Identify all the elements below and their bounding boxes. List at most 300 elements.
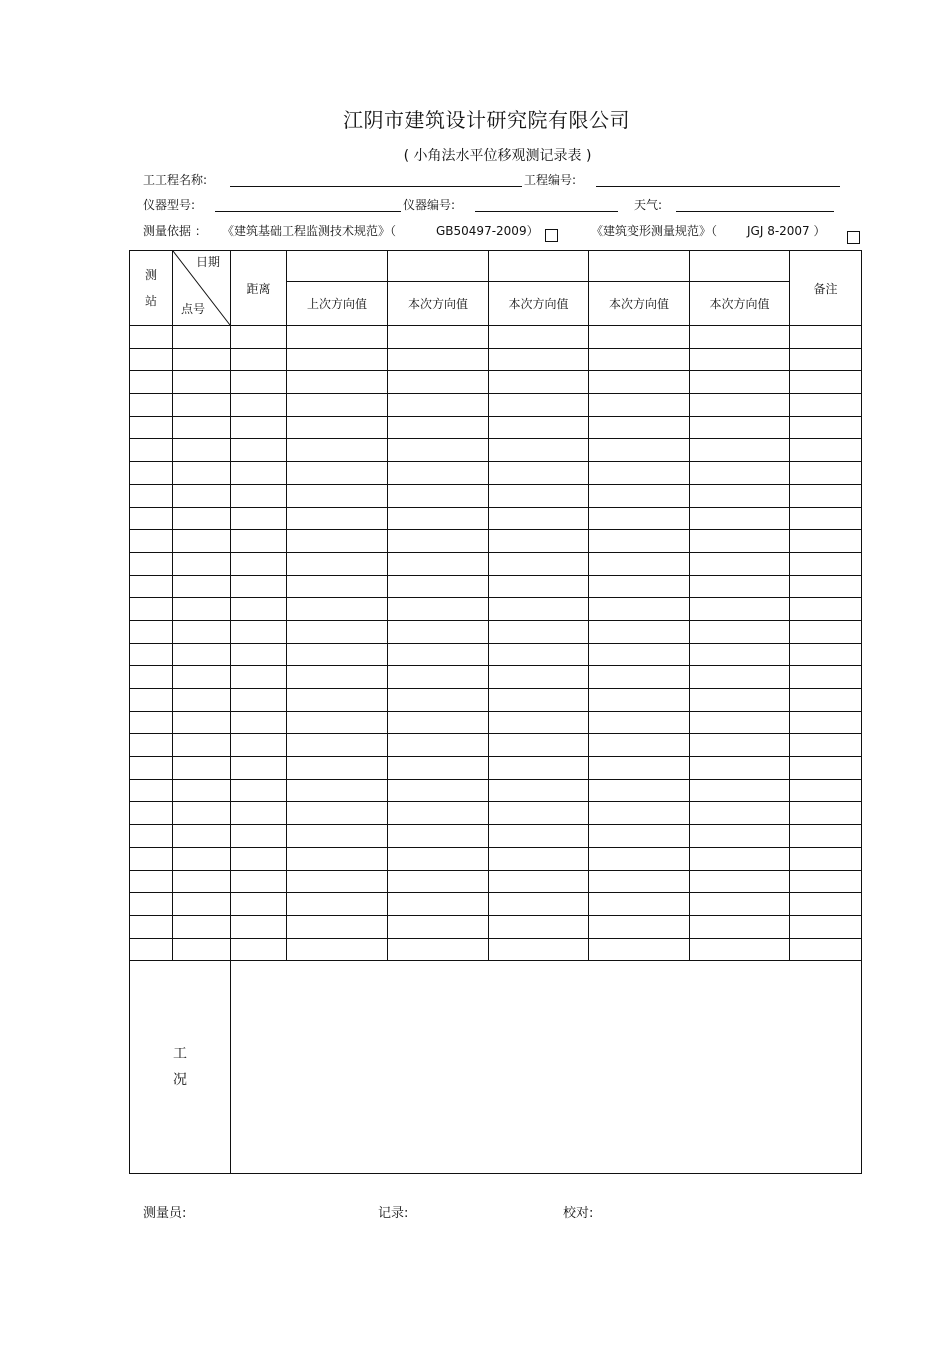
table-cell[interactable] bbox=[231, 893, 287, 916]
table-cell[interactable] bbox=[489, 893, 589, 916]
table-cell[interactable] bbox=[489, 507, 589, 530]
table-cell[interactable] bbox=[690, 802, 790, 825]
table-cell[interactable] bbox=[489, 439, 589, 462]
table-cell[interactable] bbox=[388, 484, 489, 507]
table-cell[interactable] bbox=[287, 620, 388, 643]
table-cell[interactable] bbox=[287, 484, 388, 507]
table-cell[interactable] bbox=[489, 598, 589, 621]
table-cell[interactable] bbox=[489, 870, 589, 893]
table-cell[interactable] bbox=[589, 462, 690, 485]
table-cell[interactable] bbox=[690, 462, 790, 485]
table-cell[interactable] bbox=[231, 847, 287, 870]
table-cell[interactable] bbox=[489, 734, 589, 757]
table-cell[interactable] bbox=[388, 620, 489, 643]
table-cell[interactable] bbox=[287, 462, 388, 485]
instrument-no-label: 仪器编号: bbox=[403, 198, 456, 212]
table-cell[interactable] bbox=[231, 416, 287, 439]
table-cell[interactable] bbox=[489, 779, 589, 802]
table-cell[interactable] bbox=[790, 847, 862, 870]
table-cell[interactable] bbox=[489, 348, 589, 371]
table-cell[interactable] bbox=[130, 326, 173, 349]
table-cell[interactable] bbox=[388, 507, 489, 530]
table-cell[interactable] bbox=[388, 711, 489, 734]
table-cell[interactable] bbox=[130, 689, 173, 712]
table-cell[interactable] bbox=[130, 552, 173, 575]
table-cell[interactable] bbox=[388, 893, 489, 916]
table-cell[interactable] bbox=[231, 938, 287, 961]
table-cell[interactable] bbox=[589, 439, 690, 462]
table-cell[interactable] bbox=[690, 757, 790, 780]
table-cell[interactable] bbox=[173, 348, 231, 371]
table-cell[interactable] bbox=[287, 371, 388, 394]
table-cell[interactable] bbox=[388, 394, 489, 417]
table-cell[interactable] bbox=[589, 938, 690, 961]
table-cell[interactable] bbox=[231, 643, 287, 666]
direction-top-5 bbox=[690, 251, 790, 282]
table-cell[interactable] bbox=[589, 734, 690, 757]
table-cell[interactable] bbox=[489, 416, 589, 439]
instrument-no-field[interactable] bbox=[475, 211, 618, 212]
table-cell[interactable] bbox=[130, 530, 173, 553]
remarks-header: 备注 bbox=[790, 251, 862, 326]
table-cell[interactable] bbox=[287, 598, 388, 621]
table-cell[interactable] bbox=[790, 757, 862, 780]
standard2-checkbox[interactable] bbox=[847, 231, 860, 244]
table-cell[interactable] bbox=[790, 371, 862, 394]
table-cell[interactable] bbox=[790, 666, 862, 689]
direction-header: 本次方向值 bbox=[589, 282, 690, 326]
table-cell[interactable] bbox=[173, 643, 231, 666]
table-cell[interactable] bbox=[690, 825, 790, 848]
table-cell[interactable] bbox=[173, 825, 231, 848]
table-cell[interactable] bbox=[790, 734, 862, 757]
table-cell[interactable] bbox=[231, 371, 287, 394]
table-cell[interactable] bbox=[489, 462, 589, 485]
table-cell[interactable] bbox=[589, 643, 690, 666]
table-cell[interactable] bbox=[790, 689, 862, 712]
table-cell[interactable] bbox=[231, 666, 287, 689]
table-cell[interactable] bbox=[231, 439, 287, 462]
table-cell[interactable] bbox=[130, 416, 173, 439]
table-cell[interactable] bbox=[173, 394, 231, 417]
table-cell[interactable] bbox=[790, 439, 862, 462]
table-cell[interactable] bbox=[489, 938, 589, 961]
table-cell[interactable] bbox=[173, 802, 231, 825]
instrument-model-label: 仪器型号: bbox=[143, 198, 196, 212]
table-cell[interactable] bbox=[489, 620, 589, 643]
table-cell[interactable] bbox=[388, 870, 489, 893]
table-cell[interactable] bbox=[489, 847, 589, 870]
table-row bbox=[130, 893, 862, 916]
table-cell[interactable] bbox=[130, 507, 173, 530]
table-cell[interactable] bbox=[589, 530, 690, 553]
table-cell[interactable] bbox=[790, 394, 862, 417]
table-cell[interactable] bbox=[287, 757, 388, 780]
table-cell[interactable] bbox=[690, 643, 790, 666]
table-row bbox=[130, 757, 862, 780]
table-cell[interactable] bbox=[690, 847, 790, 870]
table-cell[interactable] bbox=[287, 689, 388, 712]
table-cell[interactable] bbox=[489, 825, 589, 848]
table-cell[interactable] bbox=[690, 530, 790, 553]
table-cell[interactable] bbox=[489, 711, 589, 734]
table-cell[interactable] bbox=[489, 915, 589, 938]
table-cell[interactable] bbox=[231, 802, 287, 825]
table-cell[interactable] bbox=[690, 371, 790, 394]
standard1-code: GB50497-2009） bbox=[436, 224, 539, 238]
table-cell[interactable] bbox=[173, 439, 231, 462]
table-cell[interactable] bbox=[388, 825, 489, 848]
table-cell[interactable] bbox=[287, 802, 388, 825]
table-row bbox=[130, 825, 862, 848]
table-cell[interactable] bbox=[130, 575, 173, 598]
table-cell[interactable] bbox=[130, 734, 173, 757]
table-cell[interactable] bbox=[388, 326, 489, 349]
table-cell[interactable] bbox=[287, 552, 388, 575]
table-cell[interactable] bbox=[130, 847, 173, 870]
table-cell[interactable] bbox=[173, 507, 231, 530]
table-cell[interactable] bbox=[287, 915, 388, 938]
table-row bbox=[130, 847, 862, 870]
table-cell[interactable] bbox=[388, 643, 489, 666]
table-cell[interactable] bbox=[231, 530, 287, 553]
table-cell[interactable] bbox=[130, 711, 173, 734]
table-cell[interactable] bbox=[388, 779, 489, 802]
table-cell[interactable] bbox=[173, 915, 231, 938]
table-cell[interactable] bbox=[589, 371, 690, 394]
table-cell[interactable] bbox=[690, 779, 790, 802]
table-cell[interactable] bbox=[231, 598, 287, 621]
direction-top-1 bbox=[287, 251, 388, 282]
table-cell[interactable] bbox=[388, 689, 489, 712]
table-cell[interactable] bbox=[388, 666, 489, 689]
table-cell[interactable] bbox=[130, 893, 173, 916]
record-table bbox=[129, 250, 862, 1174]
table-cell[interactable] bbox=[231, 734, 287, 757]
station-header bbox=[130, 251, 173, 326]
table-cell[interactable] bbox=[388, 915, 489, 938]
table-cell[interactable] bbox=[173, 552, 231, 575]
table-cell[interactable] bbox=[589, 507, 690, 530]
table-cell[interactable] bbox=[690, 348, 790, 371]
table-cell[interactable] bbox=[173, 575, 231, 598]
condition-char: 况 bbox=[173, 1072, 187, 1089]
table-row bbox=[130, 598, 862, 621]
table-cell[interactable] bbox=[790, 416, 862, 439]
table-cell[interactable] bbox=[589, 348, 690, 371]
table-cell[interactable] bbox=[173, 779, 231, 802]
table-cell[interactable] bbox=[173, 893, 231, 916]
instrument-model-field[interactable] bbox=[215, 211, 401, 212]
table-cell[interactable] bbox=[690, 598, 790, 621]
table-cell[interactable] bbox=[173, 326, 231, 349]
table-cell[interactable] bbox=[589, 825, 690, 848]
table-cell[interactable] bbox=[173, 530, 231, 553]
project-no-field[interactable] bbox=[596, 186, 840, 187]
table-cell[interactable] bbox=[130, 484, 173, 507]
table-cell[interactable] bbox=[690, 734, 790, 757]
table-cell[interactable] bbox=[287, 416, 388, 439]
table-cell[interactable] bbox=[130, 915, 173, 938]
table-cell[interactable] bbox=[130, 802, 173, 825]
table-cell[interactable] bbox=[489, 484, 589, 507]
table-cell[interactable] bbox=[388, 734, 489, 757]
table-cell[interactable] bbox=[287, 439, 388, 462]
table-cell[interactable] bbox=[489, 530, 589, 553]
table-cell[interactable] bbox=[790, 598, 862, 621]
table-cell[interactable] bbox=[690, 870, 790, 893]
table-cell[interactable] bbox=[790, 462, 862, 485]
table-cell[interactable] bbox=[589, 870, 690, 893]
table-cell[interactable] bbox=[690, 711, 790, 734]
table-cell[interactable] bbox=[690, 689, 790, 712]
table-cell[interactable] bbox=[173, 870, 231, 893]
table-cell[interactable] bbox=[388, 575, 489, 598]
table-cell[interactable] bbox=[790, 326, 862, 349]
table-row bbox=[130, 439, 862, 462]
table-cell[interactable] bbox=[489, 552, 589, 575]
table-cell[interactable] bbox=[287, 938, 388, 961]
table-cell[interactable] bbox=[231, 689, 287, 712]
table-cell[interactable] bbox=[130, 870, 173, 893]
table-cell[interactable] bbox=[589, 779, 690, 802]
table-cell[interactable] bbox=[287, 530, 388, 553]
table-cell[interactable] bbox=[589, 484, 690, 507]
table-cell[interactable] bbox=[173, 371, 231, 394]
date-point-header bbox=[173, 251, 231, 326]
table-cell[interactable] bbox=[287, 326, 388, 349]
table-cell[interactable] bbox=[589, 711, 690, 734]
table-row bbox=[130, 394, 862, 417]
table-cell[interactable] bbox=[231, 825, 287, 848]
table-cell[interactable] bbox=[231, 757, 287, 780]
table-cell[interactable] bbox=[287, 394, 388, 417]
table-row bbox=[130, 552, 862, 575]
table-cell[interactable] bbox=[287, 711, 388, 734]
table-cell[interactable] bbox=[388, 416, 489, 439]
table-cell[interactable] bbox=[489, 394, 589, 417]
table-cell[interactable] bbox=[287, 507, 388, 530]
table-cell[interactable] bbox=[287, 847, 388, 870]
table-cell[interactable] bbox=[589, 416, 690, 439]
table-cell[interactable] bbox=[231, 620, 287, 643]
table-cell[interactable] bbox=[690, 893, 790, 916]
table-cell[interactable] bbox=[489, 643, 589, 666]
table-cell[interactable] bbox=[388, 462, 489, 485]
table-cell[interactable] bbox=[231, 394, 287, 417]
table-cell[interactable] bbox=[287, 666, 388, 689]
table-cell[interactable] bbox=[173, 689, 231, 712]
table-cell[interactable] bbox=[690, 439, 790, 462]
table-cell[interactable] bbox=[231, 870, 287, 893]
table-cell[interactable] bbox=[589, 394, 690, 417]
table-cell[interactable] bbox=[130, 620, 173, 643]
table-cell[interactable] bbox=[231, 552, 287, 575]
table-cell[interactable] bbox=[489, 575, 589, 598]
table-cell[interactable] bbox=[790, 870, 862, 893]
table-cell[interactable] bbox=[173, 734, 231, 757]
table-cell[interactable] bbox=[130, 938, 173, 961]
direction-header: 本次方向值 bbox=[489, 282, 589, 326]
table-cell[interactable] bbox=[388, 757, 489, 780]
table-cell[interactable] bbox=[388, 847, 489, 870]
standard2-code: JGJ 8-2007 ） bbox=[747, 224, 826, 238]
table-cell[interactable] bbox=[690, 394, 790, 417]
weather-field[interactable] bbox=[676, 211, 834, 212]
table-row bbox=[130, 620, 862, 643]
table-cell[interactable] bbox=[589, 666, 690, 689]
table-cell[interactable] bbox=[130, 462, 173, 485]
table-cell[interactable] bbox=[231, 462, 287, 485]
table-cell[interactable] bbox=[790, 484, 862, 507]
table-cell[interactable] bbox=[130, 348, 173, 371]
table-cell[interactable] bbox=[790, 938, 862, 961]
station-char: 测 bbox=[144, 268, 157, 282]
table-cell[interactable] bbox=[489, 371, 589, 394]
table-cell[interactable] bbox=[690, 326, 790, 349]
table-cell[interactable] bbox=[287, 575, 388, 598]
table-row bbox=[130, 779, 862, 802]
table-cell[interactable] bbox=[287, 870, 388, 893]
table-cell[interactable] bbox=[790, 530, 862, 553]
project-name-field[interactable] bbox=[230, 186, 522, 187]
table-row bbox=[130, 575, 862, 598]
table-cell[interactable] bbox=[388, 530, 489, 553]
point-label: 点号 bbox=[181, 302, 206, 316]
table-cell[interactable] bbox=[489, 666, 589, 689]
table-cell[interactable] bbox=[690, 915, 790, 938]
basis-label: 测量依据 ： bbox=[143, 224, 207, 238]
table-cell[interactable] bbox=[173, 757, 231, 780]
table-cell[interactable] bbox=[287, 825, 388, 848]
table-cell[interactable] bbox=[231, 326, 287, 349]
table-cell[interactable] bbox=[690, 575, 790, 598]
table-row bbox=[130, 326, 862, 349]
table-row bbox=[130, 643, 862, 666]
table-cell[interactable] bbox=[287, 348, 388, 371]
table-cell[interactable] bbox=[790, 575, 862, 598]
table-cell[interactable] bbox=[130, 598, 173, 621]
direction-header: 本次方向值 bbox=[388, 282, 489, 326]
table-cell[interactable] bbox=[589, 575, 690, 598]
direction-header: 上次方向值 bbox=[287, 282, 388, 326]
table-cell[interactable] bbox=[173, 938, 231, 961]
recorder-label: 记录: bbox=[378, 1206, 409, 1221]
table-cell[interactable] bbox=[589, 757, 690, 780]
table-cell[interactable] bbox=[231, 711, 287, 734]
table-cell[interactable] bbox=[173, 598, 231, 621]
table-cell[interactable] bbox=[287, 893, 388, 916]
table-cell[interactable] bbox=[388, 348, 489, 371]
table-cell[interactable] bbox=[589, 552, 690, 575]
table-cell[interactable] bbox=[287, 643, 388, 666]
table-cell[interactable] bbox=[130, 666, 173, 689]
table-cell[interactable] bbox=[690, 416, 790, 439]
table-cell[interactable] bbox=[231, 507, 287, 530]
table-cell[interactable] bbox=[231, 915, 287, 938]
table-cell[interactable] bbox=[690, 552, 790, 575]
standard1-checkbox[interactable] bbox=[545, 229, 558, 242]
table-cell[interactable] bbox=[130, 371, 173, 394]
table-cell[interactable] bbox=[489, 757, 589, 780]
table-cell[interactable] bbox=[690, 507, 790, 530]
table-cell[interactable] bbox=[173, 416, 231, 439]
table-cell[interactable] bbox=[173, 847, 231, 870]
table-cell[interactable] bbox=[690, 666, 790, 689]
table-cell[interactable] bbox=[690, 620, 790, 643]
table-cell[interactable] bbox=[690, 484, 790, 507]
table-cell[interactable] bbox=[130, 757, 173, 780]
table-cell[interactable] bbox=[589, 689, 690, 712]
table-cell[interactable] bbox=[489, 689, 589, 712]
table-cell[interactable] bbox=[173, 620, 231, 643]
table-cell[interactable] bbox=[173, 462, 231, 485]
table-cell[interactable] bbox=[790, 507, 862, 530]
direction-top-2 bbox=[388, 251, 489, 282]
table-cell[interactable] bbox=[790, 348, 862, 371]
table-cell[interactable] bbox=[130, 825, 173, 848]
direction-header: 本次方向值 bbox=[690, 282, 790, 326]
condition-notes-area[interactable] bbox=[231, 961, 862, 1174]
table-cell[interactable] bbox=[790, 893, 862, 916]
table-cell[interactable] bbox=[589, 893, 690, 916]
table-cell[interactable] bbox=[589, 915, 690, 938]
distance-header: 距离 bbox=[231, 251, 287, 326]
table-cell[interactable] bbox=[790, 802, 862, 825]
table-cell[interactable] bbox=[173, 711, 231, 734]
table-cell[interactable] bbox=[690, 938, 790, 961]
table-cell[interactable] bbox=[130, 394, 173, 417]
table-cell[interactable] bbox=[489, 326, 589, 349]
table-cell[interactable] bbox=[589, 620, 690, 643]
table-cell[interactable] bbox=[790, 711, 862, 734]
table-row bbox=[130, 870, 862, 893]
standard1-name: 《建筑基础工程监测技术规范》（ bbox=[222, 224, 397, 238]
table-cell[interactable] bbox=[790, 552, 862, 575]
table-cell[interactable] bbox=[388, 552, 489, 575]
table-cell[interactable] bbox=[790, 643, 862, 666]
table-cell[interactable] bbox=[388, 938, 489, 961]
table-cell[interactable] bbox=[589, 847, 690, 870]
table-cell[interactable] bbox=[388, 439, 489, 462]
table-cell[interactable] bbox=[231, 575, 287, 598]
table-cell[interactable] bbox=[130, 779, 173, 802]
table-cell[interactable] bbox=[231, 348, 287, 371]
table-cell[interactable] bbox=[173, 484, 231, 507]
table-cell[interactable] bbox=[388, 802, 489, 825]
table-cell[interactable] bbox=[130, 643, 173, 666]
table-cell[interactable] bbox=[790, 620, 862, 643]
table-cell[interactable] bbox=[287, 734, 388, 757]
table-cell[interactable] bbox=[589, 326, 690, 349]
table-cell[interactable] bbox=[231, 779, 287, 802]
table-cell[interactable] bbox=[589, 802, 690, 825]
table-cell[interactable] bbox=[231, 484, 287, 507]
table-cell[interactable] bbox=[489, 802, 589, 825]
table-cell[interactable] bbox=[130, 439, 173, 462]
table-cell[interactable] bbox=[589, 598, 690, 621]
table-cell[interactable] bbox=[790, 915, 862, 938]
table-cell[interactable] bbox=[173, 666, 231, 689]
direction-top-4 bbox=[589, 251, 690, 282]
table-cell[interactable] bbox=[388, 371, 489, 394]
standard2-name: 《建筑变形测量规范》（ bbox=[591, 224, 718, 238]
table-cell[interactable] bbox=[287, 779, 388, 802]
table-cell[interactable] bbox=[790, 779, 862, 802]
condition-char: 工 bbox=[173, 1046, 187, 1063]
table-cell[interactable] bbox=[790, 825, 862, 848]
table-cell[interactable] bbox=[388, 598, 489, 621]
